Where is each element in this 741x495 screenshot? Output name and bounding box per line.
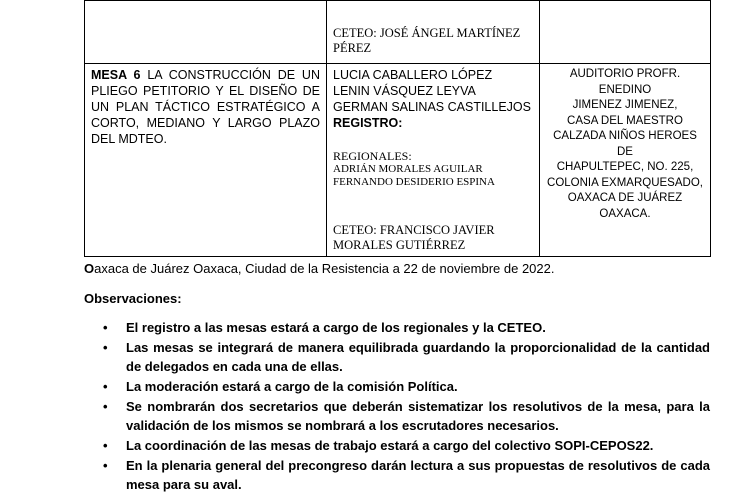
mesa-description <box>85 64 326 147</box>
bullet-icon: • <box>103 340 108 355</box>
bullet-icon: • <box>103 399 108 414</box>
regional-name: FERNANDO DESIDERIO ESPINA <box>333 176 495 188</box>
list-item <box>103 377 710 396</box>
venue-line: AUDITORIO PROFR. ENEDINO <box>569 68 681 96</box>
mesas-table <box>84 0 711 257</box>
table-cell-venue <box>540 1 711 64</box>
ceteo-text: CETEO: FRANCISCO JAVIER MORALES GUTIÉRREZ <box>333 223 495 252</box>
bullet-icon: • <box>103 379 108 394</box>
ceteo-text: CETEO: JOSÉ ÁNGEL MARTÍNEZ PÉREZ <box>333 26 521 55</box>
table-cell-names <box>327 1 540 64</box>
list-item <box>103 338 710 376</box>
venue-line: OAXACA DE JUÁREZ OAXACA. <box>567 192 683 220</box>
venue-line: JIMENEZ JIMENEZ, <box>572 99 678 111</box>
list-item <box>103 397 710 435</box>
list-item <box>103 456 710 494</box>
list-item-text: La coordinación de las mesas de trabajo estará a cargo del colectivo SOPI-CEPOS22. <box>126 438 654 453</box>
registro-label: REGISTRO: <box>333 116 403 130</box>
venue-line: COLONIA EXMARQUESADO, <box>547 176 703 189</box>
date-line <box>84 261 704 276</box>
list-item <box>103 318 710 337</box>
venue-line: CASA DEL MAESTRO <box>567 114 683 127</box>
mesa-text: LA CONSTRUCCIÓN DE UN PLIEGO PETITORIO Y EL DISEÑO DE UN PLAN TÁCTICO ESTRATÉGICO A CORTO, MEDIANO Y LARGO PLAZO DEL MDTEO. <box>91 68 320 146</box>
list-item-text: La moderación estará a cargo de la comisión Política. <box>126 379 458 394</box>
list-item-text: Las mesas se integrará de manera equilibrada guardando la proporcionalidad de la cantidad de delegados en cada una de ellas. <box>126 340 710 374</box>
bullet-icon: • <box>103 438 108 453</box>
mesa-label: MESA 6 <box>91 68 141 82</box>
list-item-text: En la plenaria general del precongreso darán lectura a sus propuestas de resolutivos de cada mesa para su aval. <box>126 458 710 492</box>
date-text: axaca de Juárez Oaxaca, Ciudad de la Resistencia a 22 de noviembre de 2022. <box>94 261 555 276</box>
table-cell-names <box>327 64 540 257</box>
participant-name: LUCIA CABALLERO LÓPEZ <box>333 68 493 82</box>
table-row <box>85 64 711 257</box>
list-item <box>103 436 710 455</box>
table-cell-mesa <box>85 64 327 257</box>
table-row <box>85 1 711 64</box>
participant-name: GERMAN SALINAS CASTILLEJOS <box>333 100 531 114</box>
bullet-icon: • <box>103 320 108 335</box>
table-cell-mesa <box>85 1 327 64</box>
venue-line: CHAPULTEPEC, NO. 225, <box>556 161 694 173</box>
observaciones-heading: Observaciones: <box>84 291 182 306</box>
regional-name: ADRIÁN MORALES AGUILAR <box>333 163 483 175</box>
list-item-text: El registro a las mesas estará a cargo de los regionales y la CETEO. <box>126 320 546 335</box>
regionales-label: REGIONALES: <box>333 149 412 163</box>
venue-line: CALZADA NIÑOS HEROES DE <box>553 130 697 158</box>
participant-name: LENIN VÁSQUEZ LEYVA <box>333 84 476 98</box>
list-item-text: Se nombrarán dos secretarios que deberán sistematizar los resolutivos de la mesa, para la validación de los mismos se nombrará a los escrutadores necesarios. <box>126 399 710 433</box>
bullet-icon: • <box>103 458 108 473</box>
date-initial: O <box>84 261 95 276</box>
observaciones-list <box>84 318 710 495</box>
table-cell-venue <box>540 64 711 257</box>
venue-address <box>540 64 710 222</box>
names-block <box>327 64 539 253</box>
